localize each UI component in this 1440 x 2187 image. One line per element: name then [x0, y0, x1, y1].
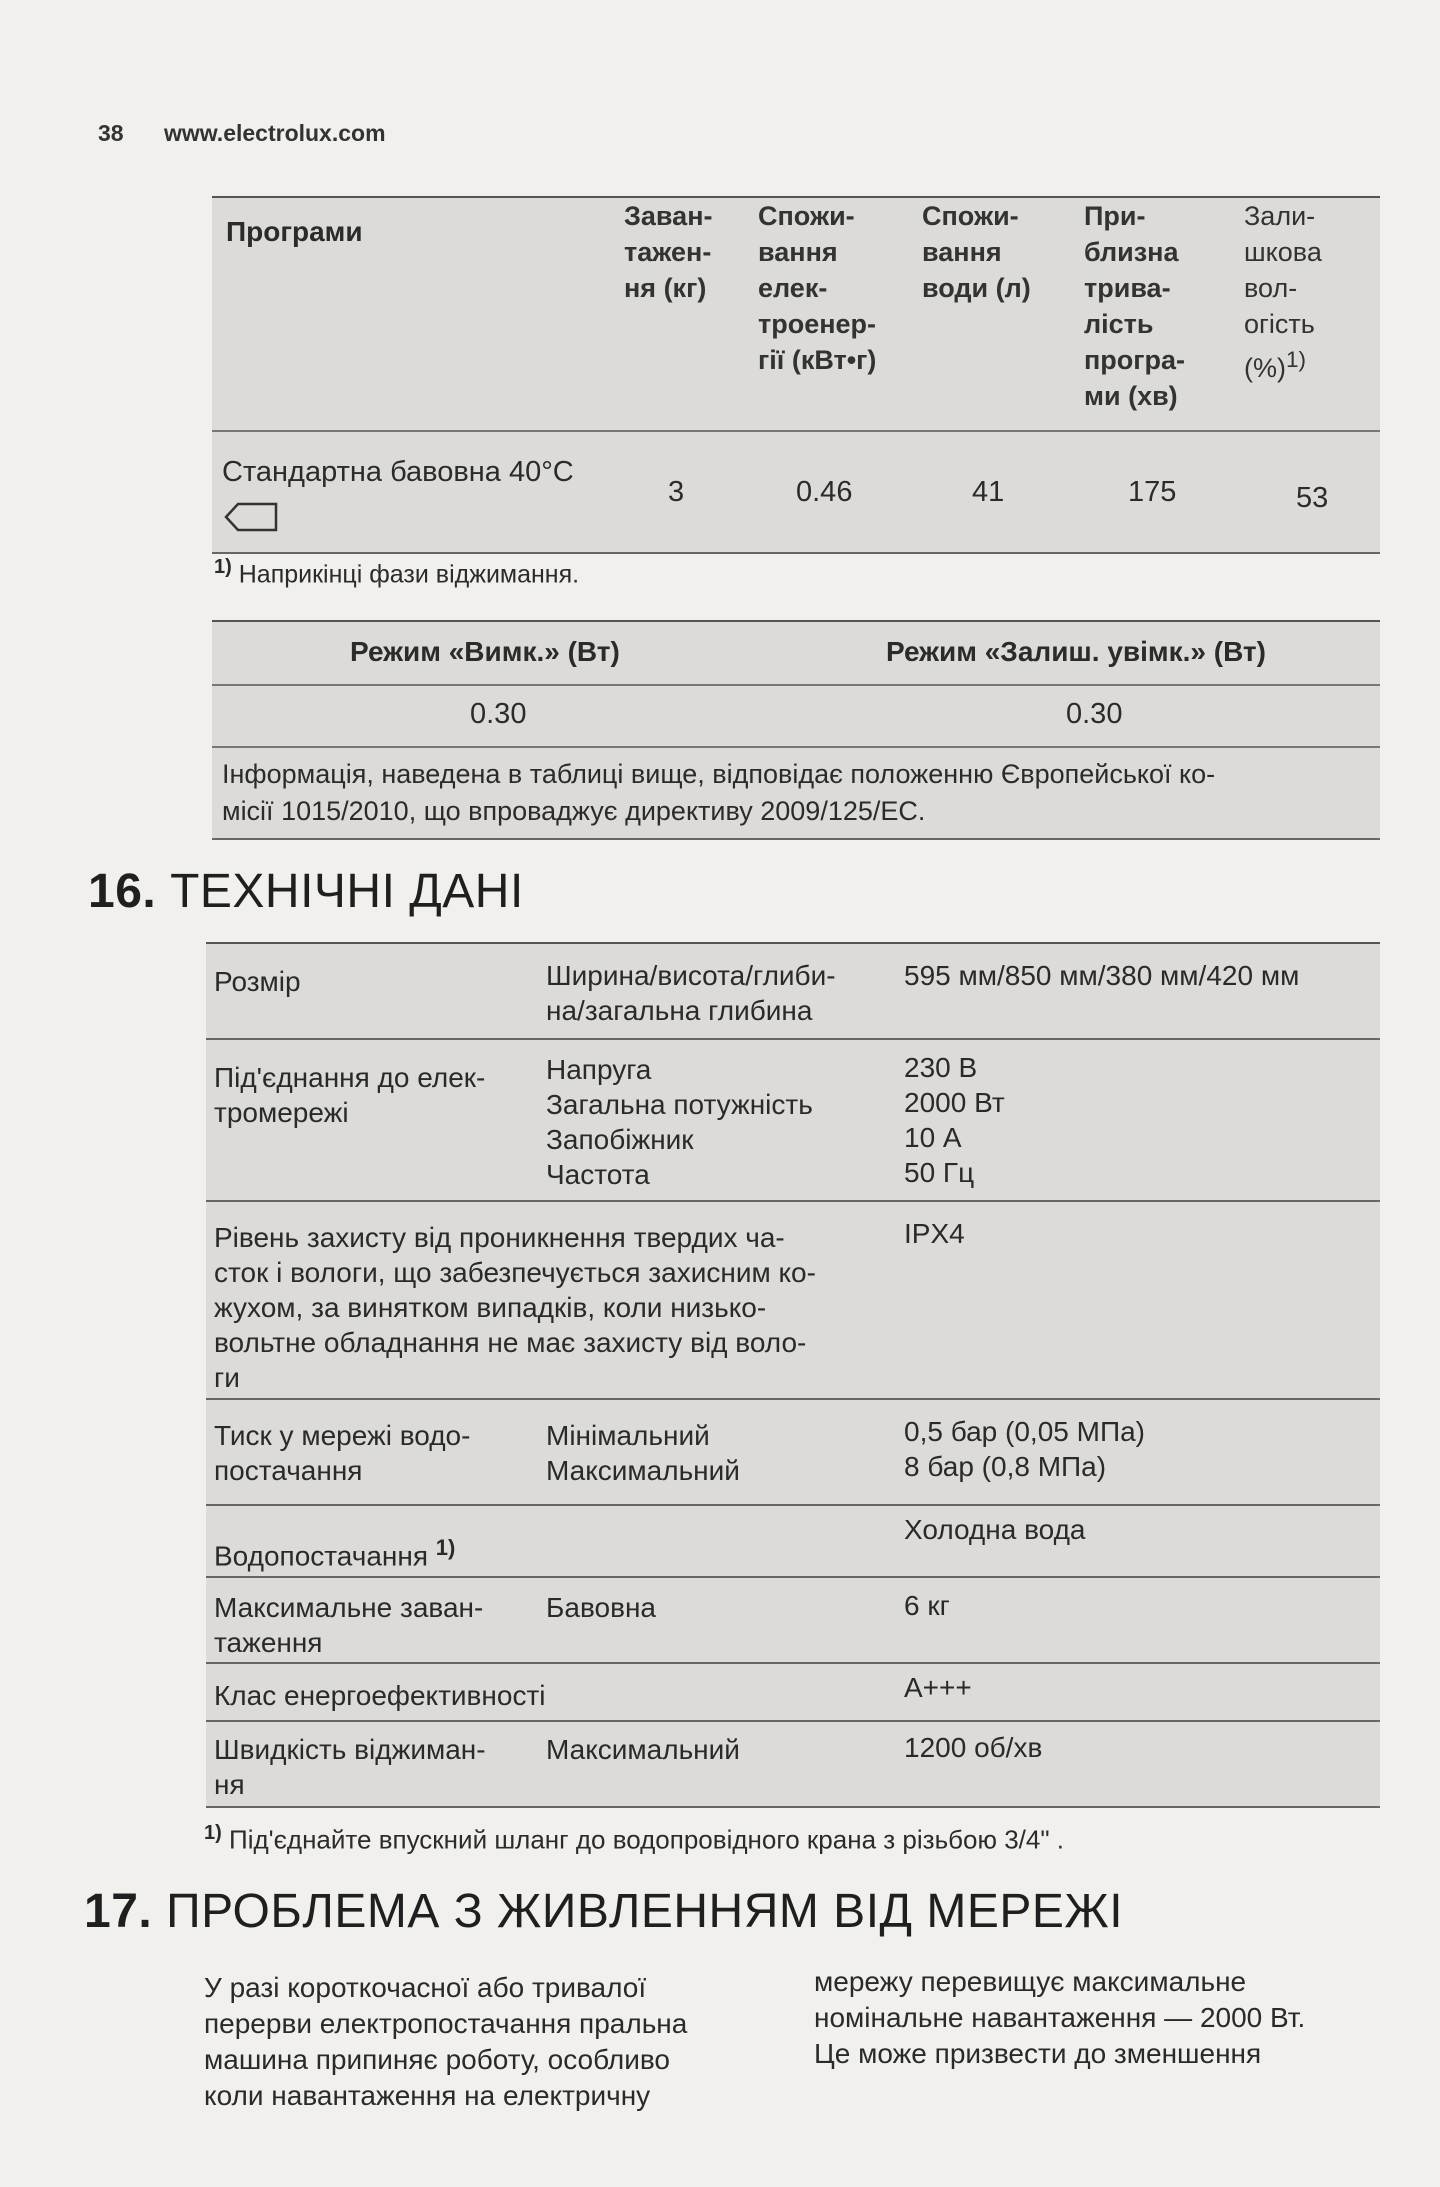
tech-value-line: 50 Гц [904, 1157, 975, 1188]
tech-label [214, 1590, 483, 1660]
off-mode-header: Режим «Вимк.» (Вт) [350, 636, 620, 667]
header-moisture-line: шкова [1244, 237, 1322, 267]
header-moisture-line: огість [1244, 309, 1315, 339]
program-moisture: 53 [1296, 482, 1329, 514]
tech-value-line: 8 бар (0,8 МПа) [904, 1451, 1107, 1482]
tech-label-line: ня [214, 1769, 245, 1800]
header-water-line: води (л) [922, 273, 1031, 303]
tech-label [214, 1530, 455, 1573]
section-title-text: ТЕХНІЧНІ ДАНІ [170, 865, 524, 918]
tech-params [546, 1052, 813, 1192]
tech-label [214, 1220, 816, 1395]
page-number: 38 [98, 120, 124, 146]
section-16-title [88, 864, 524, 919]
header-moisture [1244, 198, 1322, 386]
header-load-line: ня (кг) [624, 273, 707, 303]
header-energy-line: елек- [758, 273, 828, 303]
header-moisture-unit: (%) [1244, 353, 1286, 383]
programs-table-header [212, 196, 1380, 432]
tech-label [214, 1418, 470, 1488]
tech-label: Клас енергоефективності [214, 1680, 546, 1711]
tech-label-line: вольтне обладнання не має захисту від воло- [214, 1327, 807, 1358]
header-load-line: тажен- [624, 237, 712, 267]
site-url: www.electrolux.com [163, 120, 386, 146]
tech-label-line: Швидкість віджиман- [214, 1734, 486, 1765]
tech-param-line: Максимальний [546, 1455, 740, 1486]
section-number: 17. [84, 1885, 153, 1938]
programs-table [212, 196, 1380, 554]
header-moisture-line [1244, 342, 1322, 386]
power-mode-info [212, 748, 1380, 840]
header-duration-line: програ- [1084, 345, 1186, 375]
program-energy: 0.46 [796, 476, 853, 508]
tech-label-line: сток і вологи, що забезпечується захисним ко- [214, 1257, 816, 1288]
tech-label-line: Під'єднання до елек- [214, 1062, 486, 1093]
paragraph-line: мережу перевищує максимальне [814, 1966, 1247, 1997]
tech-value: 595 мм/850 мм/380 мм/420 мм [904, 960, 1300, 991]
header-load [624, 198, 713, 306]
tech-label-line: тромережі [214, 1097, 349, 1128]
tech-label-line: Максимальне заван- [214, 1592, 484, 1623]
footnote-mark: 1) [435, 1535, 456, 1560]
tech-row-energy-class [206, 1664, 1380, 1722]
header-load-line: Заван- [624, 201, 713, 231]
tech-value-line: 2000 Вт [904, 1087, 1005, 1118]
tech-param-line: на/загальна глибина [546, 995, 813, 1026]
tech-values [904, 1050, 1005, 1190]
paragraph-line: коли навантаження на електричну [204, 2080, 651, 2111]
header-duration-line: При- [1084, 201, 1146, 231]
tech-label-text: Водопостачання [214, 1540, 428, 1572]
program-row [212, 432, 1380, 554]
tech-value: 6 кг [904, 1590, 950, 1621]
left-on-mode-value: 0.30 [1066, 698, 1123, 730]
header-water [922, 198, 1031, 306]
header-program: Програми [226, 216, 363, 247]
paragraph-line: перерви електропостачання пральна [204, 2008, 688, 2039]
tech-param-line: Напруга [546, 1054, 652, 1085]
tech-label: Розмір [214, 966, 301, 997]
paragraph-line: номінальне навантаження — 2000 Вт. [814, 2002, 1306, 2033]
footnote-mark: 1) [204, 1822, 222, 1844]
paragraph-line: Це може призвести до зменшення [814, 2038, 1262, 2069]
section-17-col1 [204, 1970, 687, 2114]
tech-label-line: жухом, за винятком випадків, коли низько- [214, 1292, 767, 1323]
tech-param-line: Запобіжник [546, 1124, 694, 1155]
tech-label-line: ги [214, 1362, 240, 1393]
tech-value: 1200 об/хв [904, 1732, 1043, 1763]
tech-data-table [206, 942, 1380, 1808]
power-mode-header [212, 620, 1380, 686]
header-duration-line: близна [1084, 237, 1179, 267]
off-mode-value: 0.30 [470, 698, 527, 730]
tech-value-line: 0,5 бар (0,05 МПа) [904, 1416, 1145, 1447]
power-mode-table [212, 620, 1380, 840]
tech-row-power [206, 1040, 1380, 1202]
header-energy [758, 198, 876, 378]
page-header [98, 120, 386, 147]
header-duration [1084, 198, 1185, 414]
program-water: 41 [972, 476, 1005, 508]
header-energy-line: гії (кВт•г) [758, 345, 877, 375]
left-on-mode-header: Режим «Залиш. увімк.» (Вт) [886, 636, 1266, 667]
header-moisture-line: Зали- [1244, 201, 1316, 231]
tech-param-line: Ширина/висота/глиби- [546, 960, 836, 991]
programs-footnote [214, 556, 579, 589]
footnote-mark: 1) [214, 556, 232, 578]
tech-label-line: Рівень захисту від проникнення твердих ча- [214, 1222, 785, 1253]
header-water-line: вання [922, 237, 1002, 267]
tech-value-line: 230 В [904, 1052, 978, 1083]
footnote-text: Під'єднайте впускний шланг до водопровідного крана з різьбою 3/4" . [229, 1824, 1065, 1855]
tech-label [214, 1732, 486, 1802]
header-energy-line: вання [758, 237, 838, 267]
header-energy-line: троенер- [758, 309, 877, 339]
tech-params [546, 1418, 740, 1488]
section-17-title [84, 1884, 1123, 1939]
tech-row-max-load [206, 1578, 1380, 1664]
tech-row-size [206, 944, 1380, 1040]
info-line: Інформація, наведена в таблиці вище, відповідає положенню Європейської ко- [222, 759, 1216, 789]
tag-label-icon [224, 502, 278, 532]
footnote-text: Наприкінці фази віджимання. [238, 560, 580, 589]
section-17-col2 [814, 1964, 1305, 2072]
tech-row-spin [206, 1722, 1380, 1808]
paragraph-line: У разі короткочасної або тривалої [204, 1972, 647, 2003]
info-line: місії 1015/2010, що впроваджує директиву 2009/125/EC. [222, 796, 926, 826]
program-name: Стандартна бавовна 40°C [222, 456, 574, 488]
tech-row-pressure [206, 1400, 1380, 1506]
section-number: 16. [88, 865, 157, 918]
tech-value: IPX4 [904, 1218, 965, 1249]
tech-param: Бавовна [546, 1592, 656, 1623]
tech-param-line: Частота [546, 1159, 650, 1190]
tech-label-line: Тиск у мережі водо- [214, 1420, 471, 1451]
section-title-text: ПРОБЛЕМА З ЖИВЛЕННЯМ ВІД МЕРЕЖІ [166, 1885, 1124, 1938]
header-duration-line: трива- [1084, 273, 1171, 303]
header-duration-line: ми (хв) [1084, 381, 1178, 411]
tech-row-water-supply [206, 1506, 1380, 1578]
paragraph-line: машина припиняє роботу, особливо [204, 2044, 670, 2075]
tech-label-line: таження [214, 1627, 323, 1658]
power-mode-values [212, 686, 1380, 748]
tech-row-protection [206, 1202, 1380, 1400]
tech-value: A+++ [904, 1672, 972, 1703]
header-moisture-line: вол- [1244, 273, 1298, 303]
tech-param-line: Загальна потужність [546, 1089, 813, 1120]
tech-label [214, 1060, 485, 1130]
tech-label-line: постачання [214, 1455, 363, 1486]
footnote-mark: 1) [1286, 347, 1307, 372]
tech-param-line: Мінімальний [546, 1420, 710, 1451]
tech-value-line: 10 А [904, 1122, 962, 1153]
tech-values [904, 1414, 1145, 1484]
program-duration: 175 [1128, 476, 1177, 508]
tech-param [546, 958, 836, 1028]
header-energy-line: Спожи- [758, 201, 855, 231]
tech-value: Холодна вода [904, 1514, 1086, 1545]
tech-param: Максимальний [546, 1734, 740, 1765]
program-load: 3 [668, 476, 685, 508]
header-water-line: Спожи- [922, 201, 1019, 231]
tech-footnote [204, 1822, 1064, 1856]
header-duration-line: лість [1084, 309, 1154, 339]
